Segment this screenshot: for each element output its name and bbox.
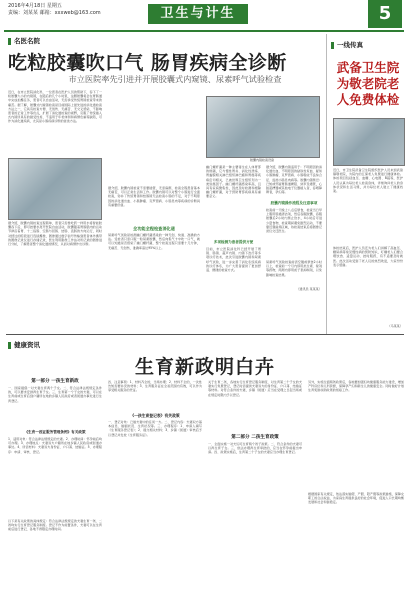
part1-text3: 以下是有关政策的具体规定：符合法律法规规定的夫妻生育一孩、二孩均实行生育登记服务制度。登记不作为前置条件，夫妻可以在生育前后进行登记，各地不得限定办理时间。: [8, 519, 102, 532]
part1-title: 第一部分 一孩生育新政: [31, 379, 79, 384]
main-col2-text2: 尿素呼气试验是检测幽门螺杆菌感染的一种无创、快速、准确的方法。受检者只需口服一粒尿素胶囊，然后向集气卡中吹一口气，就可以知道是否感染了幽门螺杆菌，整个检查过程只需要十几分钟，无痛苦、无创伤，准确率高达95%以上。: [108, 233, 200, 250]
main-col2-subhead: 全功能全程检查消化道: [133, 226, 175, 231]
part1-text2: 1、适用对象：符合法律法规规定的夫妻。2、办理时间：怀孕前后均可办理。3、办理地点：夫妻双方户籍所在地乡镇人民政府或街道办事处。4、所需材料：夫妻双方身份证、户口簿、结婚证。5、办理程序：申请、审核、登记。: [8, 437, 102, 454]
main-photo-equipment: [206, 96, 320, 158]
main-col4-text: 据介绍，胶囊内镜适用于：不明原因的消化道出血、不明原因的缺铁性贫血、疑似小肠肿瘤、克罗恩病、小肠吸收不良综合征、监控小肠息肉病等。胶囊内镜禁忌：已知或怀疑胃肠道梗阻、狭窄及瘘管，心脏起搏器或其他电子仪器植入者，吞咽障碍者，孕妇等。: [266, 165, 322, 195]
sidebar-photo: [333, 118, 405, 166]
main-subheadline: 市立医院率先引进并开展胶囊式内窥镜、尿素呼气试验检查: [68, 74, 282, 84]
main-col3-subhead: 多项检测为患者提供方便: [213, 240, 254, 244]
main-photo-procedure: [8, 158, 102, 220]
part2-mid-title: 第二部分 二孩生育政策: [231, 435, 279, 440]
sidebar-headline: 武备卫生院为敬老院老人免费体检: [336, 60, 400, 107]
part3-text2: 另外，实施全面两孩政策后，各地要加强妇幼健康服务能力建设，增加产科床位和儿科资源，保障孕产妇和新生儿的健康安全。同时做好计划生育奖励扶助政策的衔接工作。: [308, 380, 404, 393]
main-col4-text3: 尿素呼气试验检查前需空腹或禁食2小时以上，检查前一个月内停用抗生素、铋剂等药物，两周内停用质子泵抑制剂，以免影响检查结果。: [266, 260, 322, 277]
header-rule: [4, 30, 404, 32]
page-number: 5: [368, 0, 402, 28]
section-divider: [6, 334, 404, 335]
section-tag-lower: 健康资讯: [8, 340, 40, 349]
part3-text3: 根据国家有关规定，依法落实婚假、产假、陪产假等政策措施，保障女职工的合法权益，为家庭生育提供良好的社会环境，促进人口长期均衡发展和社会和谐稳定。: [308, 492, 404, 505]
part1-text: 一、国家提倡一对夫妻生育两个子女。二、符合法律法规规定条件的，可以要求安排再生育子女。三、生育第一个子女的夫妻，可以在生育前或生育后到户籍所在地的乡镇人民政府或者街道办事处进行生育登记。: [8, 386, 102, 403]
part3-text: 关于生育二孩，各地实行生育登记服务制度，对生育第二个子女的夫妻实行免费登记，登记时需提供夫妻双方的身份证、户口簿、结婚证等材料。对符合条件的夫妻，乡镇（街道）应当在受理之日起当场或在规定时限内予以登记。: [208, 380, 302, 397]
main-col1-text: 近日，在市立医院消化科，一位患者在医护人员的帮助下，吞下了一粒胶囊大小的内窥镜，在随后的几个小时里，这颗胶囊将会在胃肠道中完成拍摄任务，患者可以自由活动，无需承受传统胃镜检查带来的痛苦。据了解，胶囊式内窥镜检查是目前国际上最先进的消化道检查方法之一，它具有检查方便、无创伤、无痛苦、无交叉感染、不影响患者的正常工作等优点，扩展了消化道检查的视野，克服了传统插入式内镜所具有的耐受性差、不适用于年老体弱和病情危重等缺陷，可作为消化道疾病，尤其是小肠疾病诊断的首选方法。: [8, 90, 102, 124]
editor-line: 责编：刘某某 邮箱：xxxweb@163.com: [8, 9, 101, 16]
main-col1-text2: 据介绍，胶囊内镜检查过程简单，患者只需像吃药一样用水将智能胶囊吞下后，即可按要求离开医院自由活动，胶囊随着胃肠肌肉的运动节律沿着胃、十二指肠、空肠与回肠、结肠、直肠的方向运行，同时对经过的腔段进行连续摄像，图像通过数字信号传输到患者体外携带的图像记录仪进行存储记录，医生利用影像工作站对所记录的图像进行分析，了解患者整个消化道的情况，从而对病情作出诊断。: [8, 221, 102, 247]
sidebar-text: 近日，市卫生院武备卫生院组织医护人员来到武备镇敬老院，为院内的五保老人免费进行健康体检。体检项目包括血压、血糖、心电图、B超等，医护人员认真为每位老人检查身体，详细询问老人的身体状况和生活习惯，并为每位老人建立了健康档案。: [333, 168, 403, 194]
main-col4-box-head: 胶囊内镜操作流程及注意事项: [270, 201, 318, 205]
part1-sub: 《生育一孩证服务管理条例》有关政策: [24, 430, 86, 434]
main-byline: （通讯员 某某某）: [296, 287, 322, 291]
main-headline: 吃粒胶囊吹口气 肠胃疾病全诊断: [8, 52, 287, 74]
main-col3-text2: 目前，市立医院消化科已经开展了胃镜、肠镜、超声内镜、内镜下治疗等多项诊疗技术，此次引进胶囊内镜和尿素呼气试验，进一步完善了消化系统疾病的诊疗体系，为广大患者提供了更加舒适、便捷的检查方式。: [206, 247, 261, 273]
part2-intro: 四、注意事项：1、材料齐全的，当场办理；2、材料不全的，一次性告知需要补充的材料；3、生育服务证在全省范围内有效，可以作为享受相关服务的凭证。: [108, 380, 202, 393]
section-tag-sidebar: 一线传真: [331, 40, 363, 49]
date-line: 2016年4月18日 星期五: [8, 3, 62, 9]
lower-headline: 生育新政明白卉: [134, 356, 275, 378]
section-title: 卫生与计生: [148, 4, 248, 24]
part2-text: 一、登记对象：已婚夫妻中的任何一方。二、登记内容：夫妻双方基本信息、婚姻状况、生育状况等。三、办理程序：1、申请人填写《生育服务登记表》；2、提交相关材料；3、乡镇（街道）审核后予以登记并发放《生育服务证》。: [108, 420, 202, 437]
photo-caption: 胶囊内镜检查设备: [249, 158, 274, 162]
section-tag-main: 名医名院: [8, 36, 40, 45]
main-col3-text: 幽门螺杆菌是一种主要寄生在人体胃部的细菌，它与慢性胃炎、消化性溃疡、胃黏膜相关淋巴组织淋巴瘤和胃癌等疾病密切相关，已被世界卫生组织列为一类致癌因子。幽门螺杆菌感染率高，且具有家庭聚集性，因此及时检测和根除幽门螺杆菌，对于预防胃部疾病具有重要意义。: [206, 165, 261, 199]
part2-box: 《一孩生育登记表》有关政策: [130, 413, 180, 418]
part2-mid-text: 一、全面实施一对夫妇可生育两个孩子政策。二、符合条件的夫妻可以再生育子女。三、依法办理再生育审批的，应当在怀孕前提出申请。四、政策实施后，生育第二个子女的夫妻应当办理生育登记。: [208, 442, 302, 455]
sidebar-text2: 体检结束后，医护人员还为老人们讲解了高血压、糖尿病等常见慢性病的预防知识，叮嘱老人们要合理饮食、适量运动、按时服药，有不适要及时就医。此次活动受到了老人们的热烈欢迎，大家纷纷表示感谢。: [333, 246, 403, 267]
sidebar-byline: （马某某）: [387, 324, 403, 328]
header-meta: [8, 3, 101, 16]
main-col2-text: 据介绍，胶囊内镜检查不需要插管，无需麻醉，检查全程患者基本无痛苦，可以正常生活和工作。胶囊内镜可以对整个小肠进行全面检查，弥补了传统胃镜和结肠镜无法检查小肠的不足，对于不明原因的消化道出血、小肠肿瘤、克罗恩病、小肠息肉等疾病的诊断具有重要价值。: [108, 186, 200, 207]
main-col4-text2: 检查前一天晚上八点后禁食，检查当日早上服用肠道清洁剂，然后吞服胶囊，吞服胶囊后2小时内禁止饮水，4小时后可进少量食物，检查期间避免剧烈运动，不要靠近强磁场区域，待检查结束后将图像记录仪交还医生。: [266, 208, 322, 234]
column-divider: [326, 34, 327, 334]
